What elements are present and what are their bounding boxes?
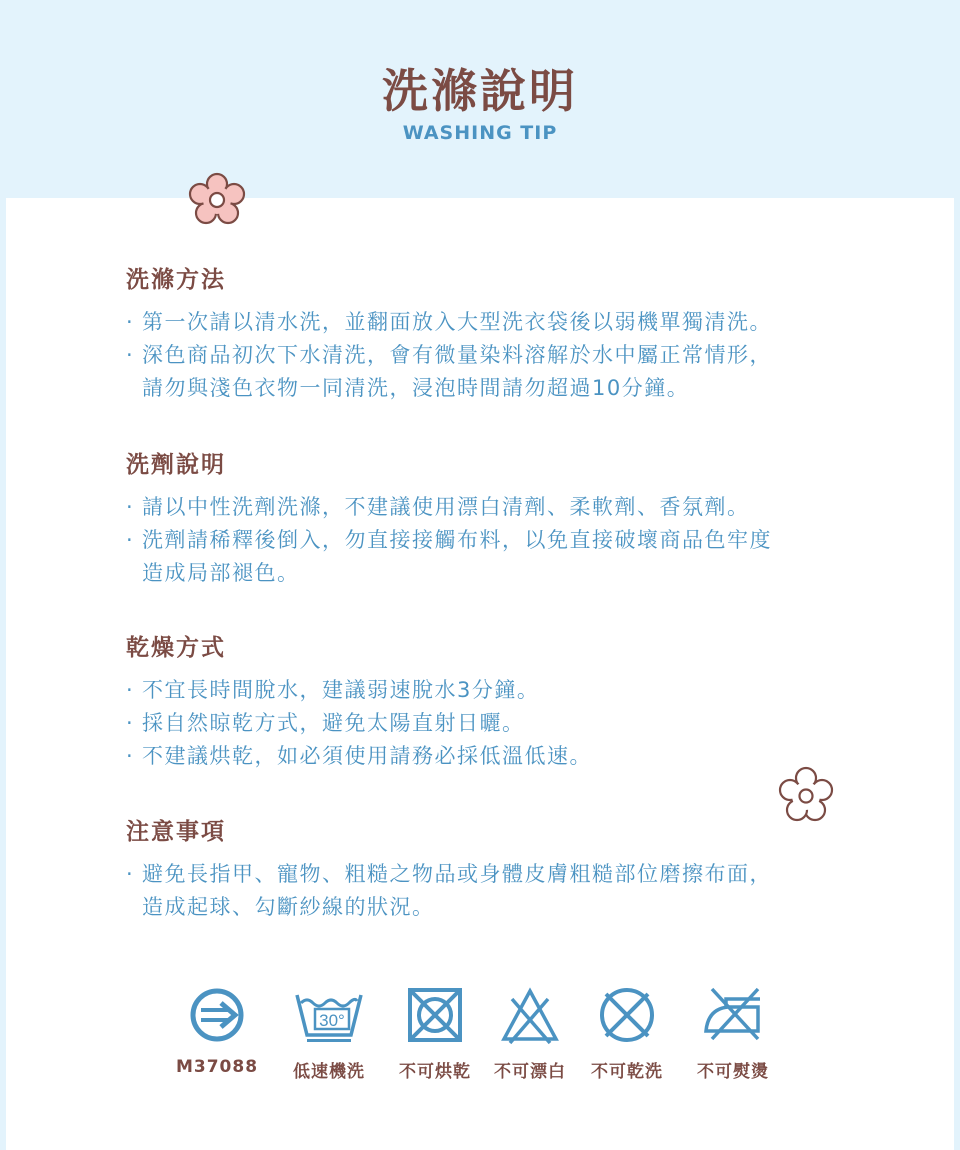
section-precautions (126, 818, 866, 924)
care-icon-item (172, 985, 262, 1077)
header (0, 0, 960, 200)
no-iron-icon (698, 985, 768, 1045)
care-label: 不可漂白 (494, 1062, 566, 1082)
care-label: 低速機洗 (293, 1062, 365, 1082)
care-label: 不可乾洗 (591, 1062, 663, 1082)
page-title: 洗滌說明 (382, 64, 578, 118)
list-item-continued: 請勿與淺色衣物一同清洗，浸泡時間請勿超過10分鐘。 (142, 376, 690, 400)
care-icon-item (485, 985, 575, 1082)
care-icon-item (390, 985, 480, 1082)
pink-flower-icon (187, 172, 247, 226)
list-item: · 不宜長時間脫水，建議弱速脫水3分鐘。 (126, 678, 540, 702)
list-item: · 洗劑請稀釋後倒入，勿直接接觸布料，以免直接破壞商品色牢度 (126, 528, 772, 552)
no-dry-clean-icon (597, 985, 657, 1045)
section-title: 洗劑說明 (126, 452, 226, 478)
list-item: · 請以中性洗劑洗滌，不建議使用漂白清劑、柔軟劑、香氛劑。 (126, 495, 750, 519)
wash-temperature: 30° (319, 1011, 345, 1030)
page-subtitle: WASHING TIP (402, 122, 558, 144)
section-washing-method (126, 266, 866, 405)
care-icons-row (0, 985, 960, 1085)
list-item: · 深色商品初次下水清洗，會有微量染料溶解於水中屬正常情形， (126, 343, 772, 367)
section-title: 注意事項 (126, 819, 226, 845)
care-icon-item (284, 985, 374, 1082)
list-item-continued: 造成局部褪色。 (142, 561, 300, 585)
no-tumble-dry-icon (405, 985, 465, 1045)
care-label: 不可烘乾 (399, 1062, 471, 1082)
section-title: 乾燥方式 (126, 635, 226, 661)
section-drying-method (126, 634, 866, 773)
no-bleach-icon (498, 985, 562, 1045)
outline-flower-icon (778, 766, 834, 824)
wash-30-icon (289, 985, 369, 1045)
list-item: · 避免長指甲、寵物、粗糙之物品或身體皮膚粗糙部位磨擦布面， (126, 862, 772, 886)
section-detergent (126, 451, 866, 590)
list-item: · 第一次請以清水洗，並翻面放入大型洗衣袋後以弱機單獨清洗。 (126, 310, 772, 334)
section-title: 洗滌方法 (126, 267, 226, 293)
bsmi-mark-icon (187, 985, 247, 1045)
list-item: · 採自然晾乾方式，避免太陽直射日曬。 (126, 711, 525, 735)
care-label: 不可熨燙 (697, 1062, 769, 1082)
list-item-continued: 造成起球、勾斷紗線的狀況。 (142, 895, 435, 919)
care-icon-item (688, 985, 778, 1082)
care-icon-item (582, 985, 672, 1082)
care-label: M37088 (175, 1057, 259, 1077)
list-item: · 不建議烘乾，如必須使用請務必採低溫低速。 (126, 744, 592, 768)
